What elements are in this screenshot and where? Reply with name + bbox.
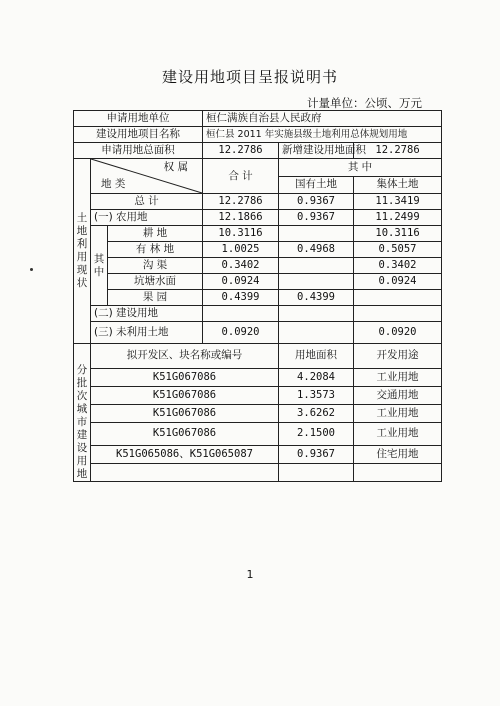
table-row: (三) 未利用土地 0.0920 0.0920 — [74, 322, 442, 344]
margin-dot — [30, 268, 33, 271]
col-qizhong-header: 其 中 — [279, 159, 442, 177]
batch-empty-row — [74, 463, 442, 481]
batch-row: K51G067086 4.2084 工业用地 — [74, 368, 442, 386]
total-area-value: 12.2786 — [203, 143, 279, 159]
new-area-label: 新增建设用地面积 — [279, 143, 354, 159]
table-row: 有 林 地 1.0025 0.4968 0.5057 — [74, 242, 442, 258]
unit-label: 计量单位：公顷、万元 — [307, 96, 422, 110]
table-row: 总 计 12.2786 0.9367 11.3419 — [74, 194, 442, 210]
total-area-label: 申请用地总面积 — [74, 143, 203, 159]
table-row: (二) 建设用地 — [74, 306, 442, 322]
table-row: (一) 农用地 12.1866 0.9367 11.2499 — [74, 210, 442, 226]
project-row — [74, 127, 442, 143]
batch-header-row — [74, 344, 442, 369]
land-header-row-1 — [74, 159, 442, 177]
new-area-value: 12.2786 — [354, 143, 442, 159]
col-total-header: 合 计 — [203, 159, 279, 194]
applicant-value: 桓仁满族自治县人民政府 — [203, 111, 442, 127]
batch-row: K51G067086 2.1500 工业用地 — [74, 423, 442, 446]
inner-qizhong-label: 其 中 — [91, 226, 108, 306]
diagonal-header-cell — [91, 159, 203, 194]
applicant-row — [74, 111, 442, 127]
area-row — [74, 143, 442, 159]
project-label: 建设用地项目名称 — [74, 127, 203, 143]
page-number: 1 — [246, 568, 254, 581]
land-use-report-table — [73, 110, 442, 482]
col-state-header: 国有土地 — [279, 176, 354, 194]
table-row: 其 中 耕 地 10.3116 10.3116 — [74, 226, 442, 242]
table-row: 沟 渠 0.3402 0.3402 — [74, 258, 442, 274]
table-row: 坑塘水面 0.0924 0.0924 — [74, 274, 442, 290]
batch-row: K51G065086、K51G065087 0.9367 住宅用地 — [74, 445, 442, 463]
batch-row: K51G067086 3.6262 工业用地 — [74, 405, 442, 423]
applicant-label: 申请用地单位 — [74, 111, 203, 127]
table-row: 果 园 0.4399 0.4399 — [74, 290, 442, 306]
col-area-header: 用地面积 — [279, 344, 354, 369]
quanshu-label: 权 属 — [163, 161, 189, 173]
batch-side-label: 分 批 次 城 市 建 设 用 地 — [74, 344, 91, 482]
col-code-header: 拟开发区、块名称或编号 — [91, 344, 279, 369]
batch-row: K51G067086 1.3573 交通用地 — [74, 386, 442, 404]
col-collective-header: 集体土地 — [354, 176, 442, 194]
land-side-label: 土 地 利 用 现 状 — [74, 159, 91, 344]
project-value: 桓仁县 2011 年实施县级土地利用总体规划用地 — [203, 127, 442, 143]
col-use-header: 开发用途 — [354, 344, 442, 369]
dilei-label: 地 类 — [101, 178, 126, 190]
document-title: 建设用地项目呈报说明书 — [161, 68, 338, 86]
